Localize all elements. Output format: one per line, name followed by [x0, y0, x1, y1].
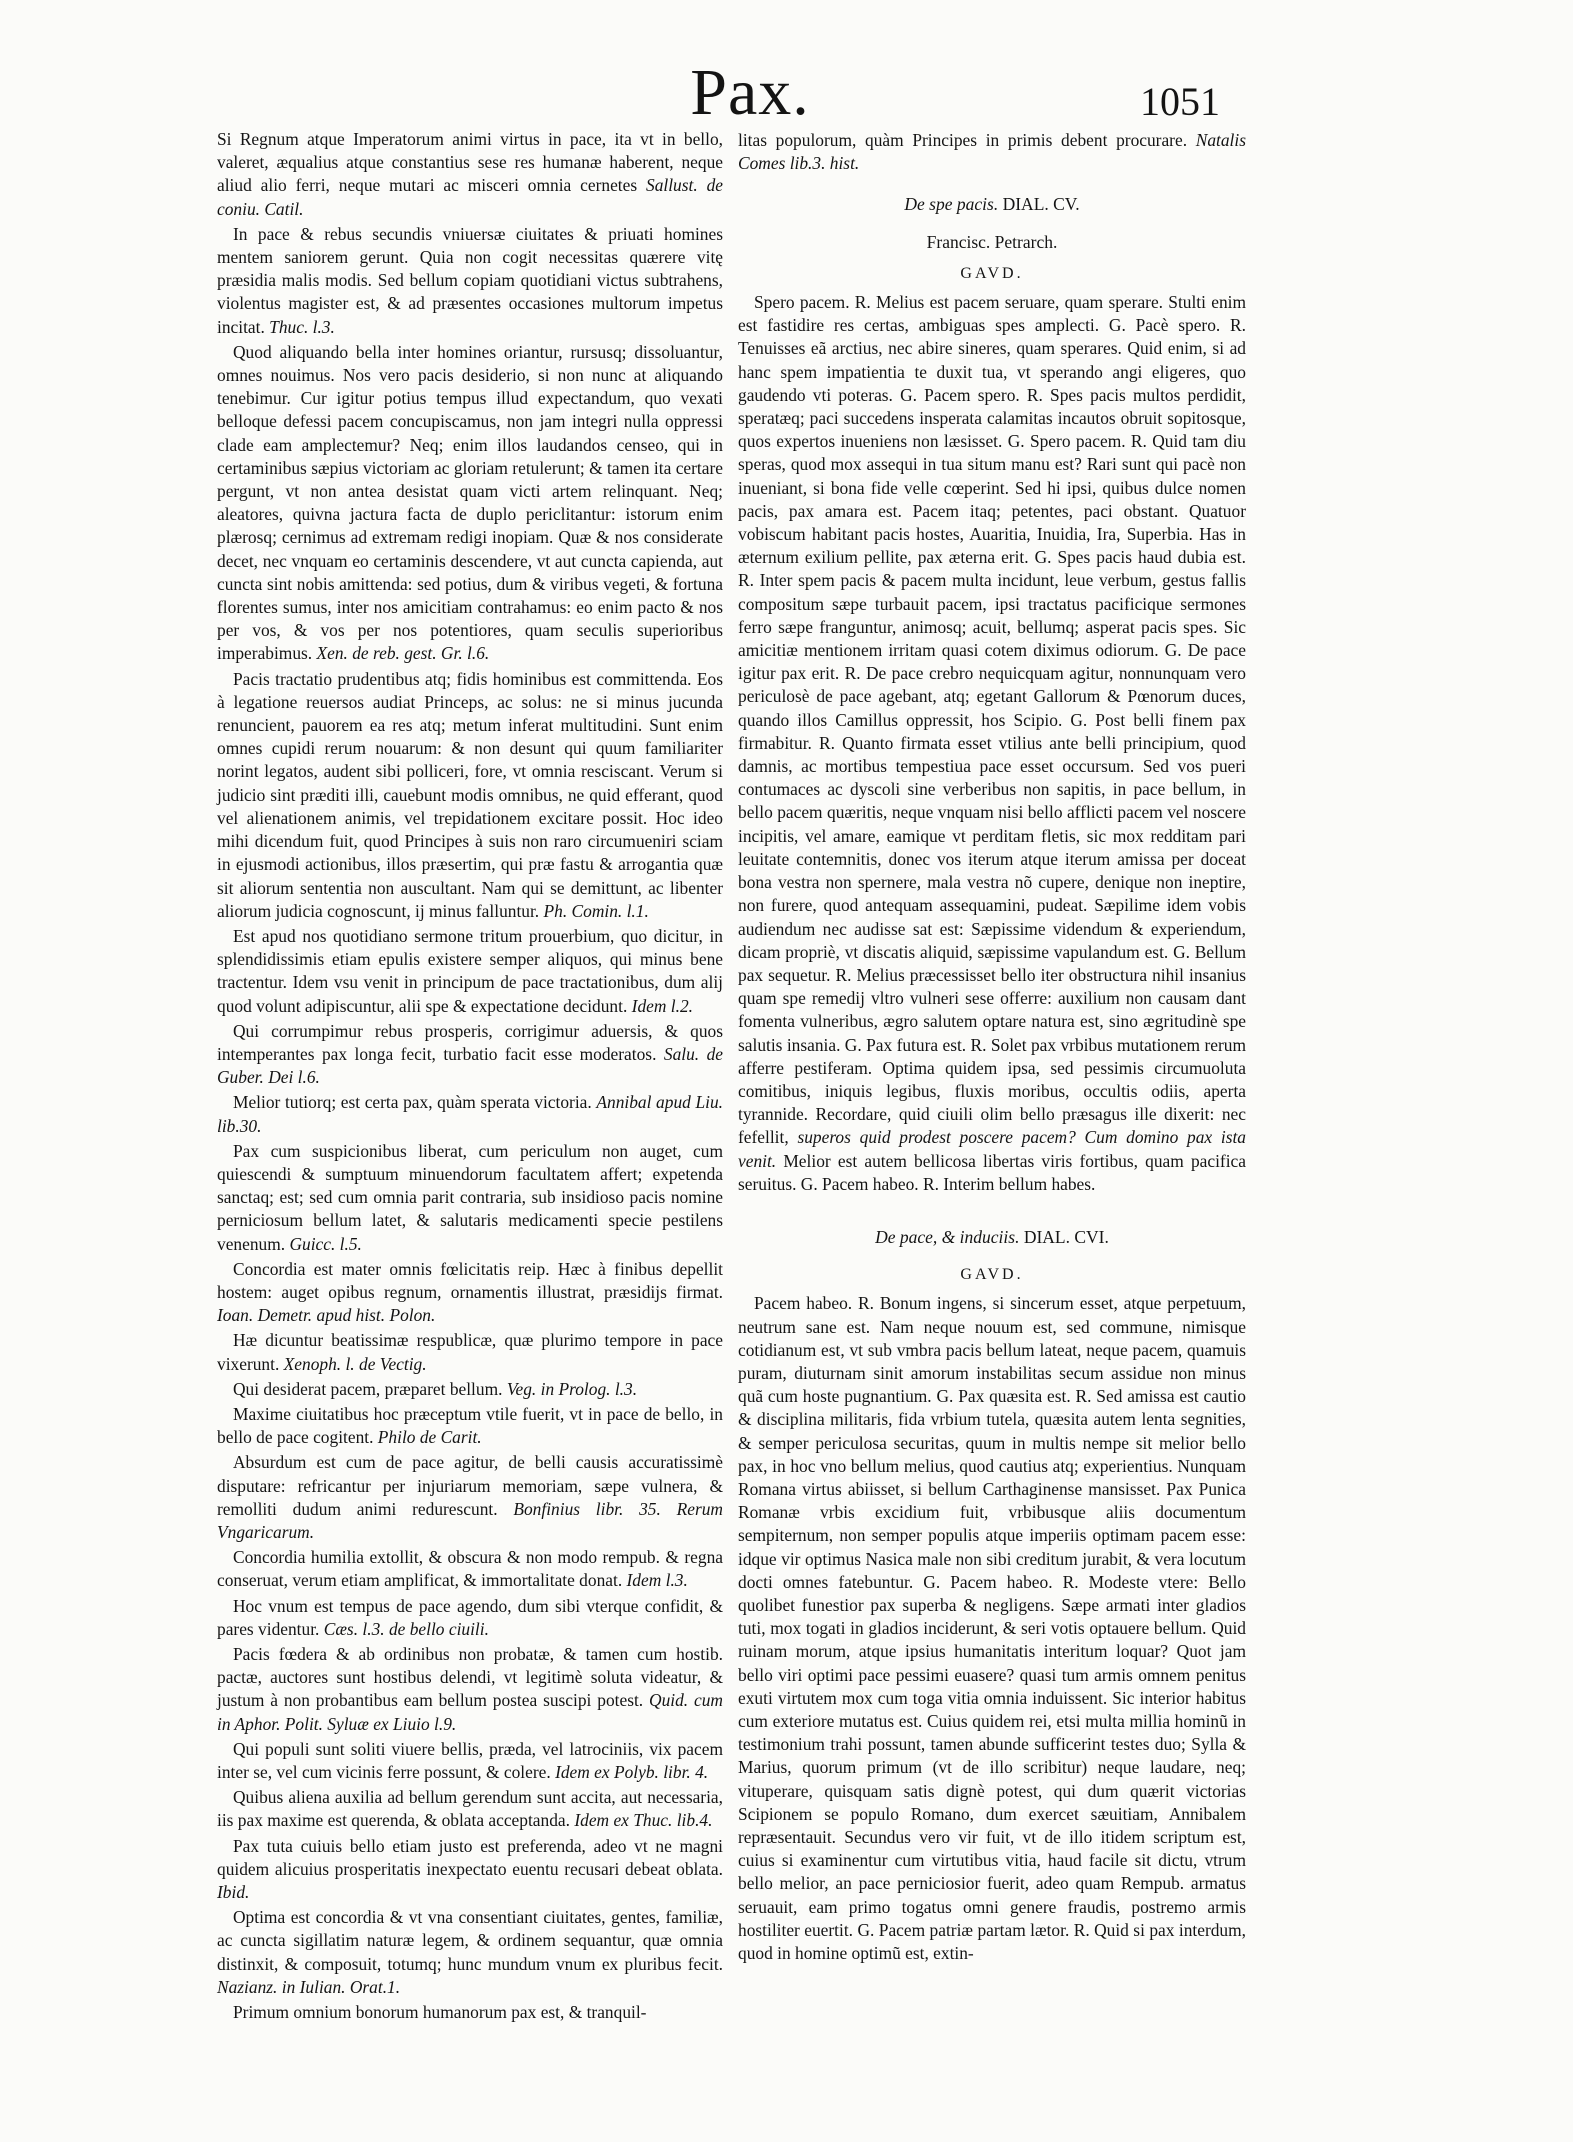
- source-citation: Ioan. Demetr. apud hist. Polon.: [217, 1305, 436, 1326]
- source-citation: Nazianz. in Iulian. Orat.1.: [217, 1976, 401, 1997]
- dialogue-105-text: [738, 291, 1246, 1196]
- source-citation: Idem ex Polyb. libr. 4.: [555, 1762, 709, 1783]
- paragraph-text: Hæ dicuntur beatissimæ respublicæ, quæ plurimo tempore in pace vixerunt.: [217, 1330, 723, 1374]
- left-paragraph: [217, 1091, 723, 1137]
- source-citation: Quid. cum in Aphor. Polit. Syluæ ex Liuio l.9.: [217, 1690, 723, 1734]
- speaker-label: GAVD.: [960, 1266, 1024, 1284]
- source-citation: Guicc. l.5.: [289, 1233, 362, 1254]
- paragraph-text: Absurdum est cum de pace agitur, de belli causis accuratissimè disputare: refricantur per injuriarum memoriam, sæpe vulnera, & remolliti dudum animi redurescunt.: [217, 1452, 723, 1519]
- dialogue-heading-106: [738, 1226, 1246, 1249]
- left-paragraph: [217, 1643, 723, 1736]
- left-paragraph: [217, 1140, 723, 1256]
- source-citation: Natalis Comes lib.3. hist.: [738, 130, 1246, 174]
- left-paragraph: [217, 1258, 723, 1328]
- source-citation: Sallust. de coniu. Catil.: [217, 175, 723, 219]
- left-paragraph: [217, 1546, 723, 1592]
- source-citation: Bonfinius libr. 35. Rerum Vngaricarum.: [217, 1498, 723, 1542]
- left-paragraph: [217, 1786, 723, 1832]
- left-paragraph: [217, 1378, 723, 1401]
- left-paragraph: [217, 1595, 723, 1641]
- right-column: [738, 129, 1246, 1967]
- paragraph-text: Hoc vnum est tempus de pace agendo, dum sibi vterque confidit, & pares videntur.: [217, 1595, 723, 1639]
- paragraph-text: Pacis tractatio prudentibus atq; fidis hominibus est committenda. Eos à legatione reuersos audiat Princeps, ac solus: ne si minus jucunda renuncient, pauorem ea res atq; metum inferat multitudini. Sunt enim omnes cupidi rerum nouarum: & non desunt qui quum familiariter norint legatos, audent sibi polliceri, fore, vt omnia resciscant. Verum si judicio sint præditi illi, cauebunt modis omnibus, ne quid efferant, quod vel alienationem animis, vel trepidationem excitare possit. Hoc ideo mihi dicendum fuit, quod Principes à suis non raro circumueniri sciam in ejusmodi actionibus, illos præsertim, qui præ fastu & arrogantia quæ sit aliorum sententia non auscultant. Nam qui se demittunt, ac libenter aliorum judicia cognoscunt, ij minus falluntur.: [217, 668, 723, 921]
- left-paragraph: [217, 925, 723, 1018]
- left-paragraph: [217, 1906, 723, 1999]
- dialogue-title: De spe pacis.: [904, 194, 999, 215]
- left-paragraph: [217, 1403, 723, 1449]
- paragraph-text: Maxime ciuitatibus hoc præceptum vtile fuerit, vt in pace de bello, in bello de pace cogitent.: [217, 1403, 723, 1448]
- source-citation: Thuc. l.3.: [269, 316, 335, 337]
- paragraph-text: In pace & rebus secundis vniuersæ ciuitates & priuati homines mentem saniorem gerunt. Quia non cogit necessitas quærere vitę præsidia malis modis. Sed bellum copiam quotidiani victus subtrahens, violentus magister est, & ad præsentes occasiones multorum impetus incitat.: [217, 223, 723, 337]
- paragraph-text: Concordia humilia extollit, & obscura & non modo rempub. & regna conseruat, verum etiam amplificat, & immortalitate donat.: [217, 1547, 723, 1591]
- left-paragraph: [217, 668, 723, 923]
- dialogue-title: De pace, & induciis.: [875, 1226, 1020, 1247]
- paragraph-text: litas populorum, quàm Principes in primis debent procurare.: [738, 130, 1196, 150]
- paragraph-text: Si Regnum atque Imperatorum animi virtus in pace, ita vt in bello, valeret, æqualius atque constantius sese res humanæ haberent, neque aliud alio ferri, neque mutari ac misceri omnia cernetes: [217, 129, 723, 196]
- source-citation: Xenoph. l. de Vectig.: [283, 1353, 427, 1374]
- source-citation: Ph. Comin. l.1.: [543, 900, 649, 921]
- left-paragraph: [217, 1329, 723, 1375]
- speaker-label: GAVD.: [960, 264, 1024, 282]
- dialogue-heading-105: [738, 193, 1246, 216]
- dialogue-number: DIAL. CV.: [998, 194, 1080, 215]
- source-citation: Ibid.: [217, 1882, 250, 1903]
- left-paragraph: [217, 1738, 723, 1784]
- left-paragraph: [217, 128, 723, 221]
- dialogue-number: DIAL. CVI.: [1019, 1226, 1109, 1247]
- paragraph-text: Quibus aliena auxilia ad bellum gerendum sunt accita, aut necessaria, iis pax maxime est querenda, & oblata acceptanda.: [217, 1787, 723, 1831]
- paragraph-text: Pax tuta cuiuis bello etiam justo est preferenda, adeo vt ne magni quidem alicuius prosperitatis inexpectato euentu recusari debeat oblata.: [217, 1835, 723, 1879]
- paragraph-text: Qui corrumpimur rebus prosperis, corrigimur aduersis, & quos intemperantes pax longa fecit, turbatio facit esse moderatos.: [217, 1020, 723, 1064]
- left-paragraph: [217, 1835, 723, 1905]
- paragraph-text: Melior est autem bellicosa libertas viris fortibus, quam pacifica seruitus. G. Pacem habeo. R. Interim bellum habes.: [738, 1150, 1246, 1194]
- source-citation: Idem l.3.: [626, 1570, 688, 1591]
- paragraph-text: Primum omnium bonorum humanorum pax est, & tranquil-: [233, 2002, 647, 2023]
- page-number: 1051: [1140, 79, 1220, 124]
- left-paragraph: [217, 1020, 723, 1090]
- left-paragraph: [217, 2001, 723, 2024]
- paragraph-text: Spero pacem. R. Melius est pacem seruare, quam sperare. Stulti enim est fastidire res certas, ambiguas spes amplecti. G. Pacè spero. R. Tenuisses eã arctius, nec abire sineres, quam sperares. Quid enim, si ad hanc spem impatientia te duxit tua, vt sperando angi eligeres, quo gaudendo vti poteras. G. Pacem spero. R. Spes pacis multos perdidit, speratæq; paci succedens insperata calamitas incautos obruit sopitosque, quos expertos inueniens non læsisset. G. Spero pacem. R. Quid tam diu speras, quod mox assequi in tua situm manu est? Rari sunt qui pacè non inueniant, si bona fide velle cœperint. Sed hi ipsi, quibus dulce nomen pacis, pax amara est. Pacem itaq; petentes, paci obstant. Quatuor vobiscum habitant pacis hostes, Auaritia, Inuidia, Ira, Superbia. Has in æternum exilium pellite, pax æterna erit. G. Spes pacis haud dubia est. R. Inter spem pacis & pacem multa incidunt, leue verbum, gestus fallis compositum sæpe turbauit pacem, ipsi tractatus pacificique sermones ferro sæpe franguntur, animosq; acuit, bellumq; asperat pacis spes. Sic amicitiæ mentionem irritam quasi cotem diximus odiorum. G. De pace igitur pax erit. R. De pace crebro nequicquam agitur, nonnunquam vero periculosè de pace agebant, atq; egetant Gallorum & Pœnorum duces, quando illos Camillus oppressit, hos Scipio. G. Post belli finem pax firmabitur. R. Quanto firmata esset vtilius ante belli principium, quod damnis, ac mortibus tempestiua pace esset occursum. Sed vos pueri contumaces ac dyscoli sine verberibus non sapitis, in pace bellum, in bello pacem quæritis, neque vnquam nisi bello afflicti pacem vel noscere incipitis, vel amare, eamique vt perditam fletis, sic mox redditam pari leuitate contemnitis, donec vos iterum atque iterum amissa per doceat bona vestra non spernere, mala vestra nõ cupere, denique non ineptire, non furere, quod antequam assequamini, pudeat. Sæpilime idem vobis audiendum nec audisse sat est: Sæpissime videndum & experiendum, dicam propriè, vt discatis aliquid, sæpissime vapulandum est. G. Bellum pax sequetur. R. Melius præcessisset bello iter obstructura nihil insanius quam spe remedij vltro vulneri sese offerre: auxilium non causam dant fomenta vulneribus, ægro salutem optare natura est, sino ægritudinè spe salutis insania. G. Pax futura est. R. Solet pax vrbibus mutationem rerum afferre pestiferam. Optima quidem ipsa, sed pessimis circumuoluta comitibus, iniquis legibus, fluxis moribus, occultis odiis, aperta tyrannide. Recordare, quid ciuili olim bello præsagus ille dixerit: nec fefellit,: [738, 292, 1246, 1148]
- source-citation: Salu. de Guber. Dei l.6.: [217, 1043, 724, 1088]
- paragraph-text: Qui desiderat pacem, præparet bellum.: [233, 1378, 507, 1399]
- paragraph-text: Pacem habeo. R. Bonum ingens, si sincerum esset, atque perpetuum, neutrum sane est. Nam neque nouum est, sed commune, nimisque cotidianum est, vt sub vmbra pacis bellum lateat, neque pacem, quamuis puram, diuturnam sinit amorum instabilitas secum assidue non minus quã cum hoste pugnantium. G. Pax quæsita est. R. Sed amissa est cautio & disciplina militaris, fida vrbium tutela, quæsita autem lenta segnities, & semper periculosa securitas, quum in multis nempe sit melior bello pax, in hoc vno bellum melius, quod cautius atq; experientius. Nunquam Romana virtus abiisset, si bellum Carthaginense mansisset. Pax Punica Romanæ vrbis excidium fuit, vrbibusque aliis documentum sempiternum, non semper populis atque imperiis optimam pacem esse: idque vir optimus Nasica male non sibi creditum jurabit, & vera locutum docti omnes fatebuntur. G. Pacem habeo. R. Modeste vtere: Bello quolibet funestior pax superba & negligens. Sæpe armati inter gladios tuti, mox togati in gladios inciderunt, & seri votis optauere bellum. Quid ruinam morum, atque ipsius humanitatis interitum loquar? Quot jam bello viri optimi pace pessimi euasere? quasi tum armis omnem penitus exuti virtutem mox cum toga vitia omnia induissent. Sic interior habitus cum exteriore mutatus est. Cuius quidem rei, etsi multa millia hominũ in testimonium trahi possunt, tamen abunde sufficerint testes duo; Sylla & Marius, quorum primum (vt de illo scribitur) neque laudare, neq; vituperare, quisquam satis dignè potest, qui dum quærit victorias Scipionem se populo Romano, dum exercet sæuitiam, Annibalem repræsentauit. Secundus vero vir fuit, vt de illo itidem scriptum est, cuius si examinentur cum virtutibus vitia, haud facile sit dictu, vtrum bello melior, an pace perniciosior fuerit, adeo quam Rempub. armatus seruauit, eam primo togatus omni genere fraudis, postremo armis hostiliter euertit. G. Pacem patriæ partam lætor. R. Quid si pax interdum, quod in homine optimũ est, extin-: [738, 1293, 1246, 1964]
- source-citation: Xen. de reb. gest. Gr. l.6.: [316, 643, 490, 664]
- quote-text: superos quid prodest poscere pacem? Cum domino pax ista venit.: [738, 1127, 1247, 1171]
- dialogue-author: Francisc. Petrarch.: [926, 231, 1058, 252]
- source-citation: Idem l.2.: [631, 995, 693, 1016]
- left-column: [217, 128, 723, 2026]
- paragraph-text: Melior tutiorq; est certa pax, quàm sperata victoria.: [233, 1092, 597, 1113]
- left-paragraph: [217, 223, 723, 339]
- source-citation: Veg. in Prolog. l.3.: [506, 1378, 638, 1399]
- left-paragraph: [217, 341, 723, 666]
- source-citation: Philo de Carit.: [377, 1427, 482, 1448]
- source-citation: Cæs. l.3. de bello ciuili.: [323, 1618, 489, 1639]
- right-intro-paragraph: [738, 129, 1246, 175]
- running-header-word: Pax.: [690, 56, 810, 129]
- paragraph-text: Pax cum suspicionibus liberat, cum periculum non auget, cum quiescendi & sumptuum minuendorum facultatem affert; expetenda sanctaq; est; sed cum omnia parit contraria, sub insidioso pacis nomine perniciosum bellum latet, & salutaris medicamenti specie pestilens venenum.: [217, 1140, 723, 1254]
- paragraph-text: Quod aliquando bella inter homines oriantur, rursusq; dissoluantur, omnes nouimus. Nos vero pacis desiderio, si non nunc at aliquando tenebimur. Cur igitur potius tempus illud expectandum, quo vexati belloque defessi pacem concupiscamus, non jam integri nulla oppressi clade eam amplectemur? Neq; enim illos laudandos censeo, qui in certaminibus sæpius victoriam ac gloriam retulerunt; & tamen ita certare pergunt, vt non antea desistat quam victi artem relinquant. Neq; aleatores, quivna jactura facta de duplo periclitantur: istorum enim plærosq; cernimus ad extremam redigi inopiam. Quæ & nos considerate decet, nec vnquam eo certaminis descendere, vt aut cuncta capienda, aut cuncta sint nobis amittenda: sed potius, dum & viribus vegeti, & fortuna florentes sumus, inter nos amicitiam contrahamus: eo enim pacto & nos per vos, & vos per nos potentiores, quam seculis superioribus imperabimus.: [217, 341, 723, 664]
- paragraph-text: Est apud nos quotidiano sermone tritum prouerbium, quo dicitur, in splendidissimis etiam epulis existere semper aliquos, qui minus bene tractentur. Idem vsu venit in principum de pace tractationibus, dum alij quod volunt adipiscuntur, alii spe & expectatione decidunt.: [217, 925, 723, 1016]
- paragraph-text: Qui populi sunt soliti viuere bellis, præda, vel latrociniis, vix pacem inter se, vel cum vicinis ferre possunt, & colere.: [217, 1738, 723, 1783]
- dialogue-106-text: [738, 1292, 1246, 1965]
- left-paragraph: [217, 1451, 723, 1544]
- source-citation: Idem ex Thuc. lib.4.: [574, 1810, 713, 1831]
- paragraph-text: Concordia est mater omnis fœlicitatis reip. Hæc à finibus depellit hostem: auget opibus regnum, ornamentis illustrat, præsidijs firmat.: [217, 1258, 723, 1302]
- paragraph-text: Optima est concordia & vt vna consentiant ciuitates, gentes, familiæ, ac cuncta sigillatim naturæ legem, & ordinem sequantur, quæ omnia distinxit, & composuit, totumq; hunc mundum vnum ex pluribus fecit.: [217, 1907, 723, 1974]
- source-citation: Annibal apud Liu. lib.30.: [217, 1092, 724, 1136]
- paragraph-text: Pacis fœdera & ab ordinibus non probatæ, & tamen cum hostib. pactæ, auctores sunt hostibus delendi, vt legitimè soluta videatur, & justum à non probantibus eam bellum postea suscipi potest.: [217, 1644, 723, 1711]
